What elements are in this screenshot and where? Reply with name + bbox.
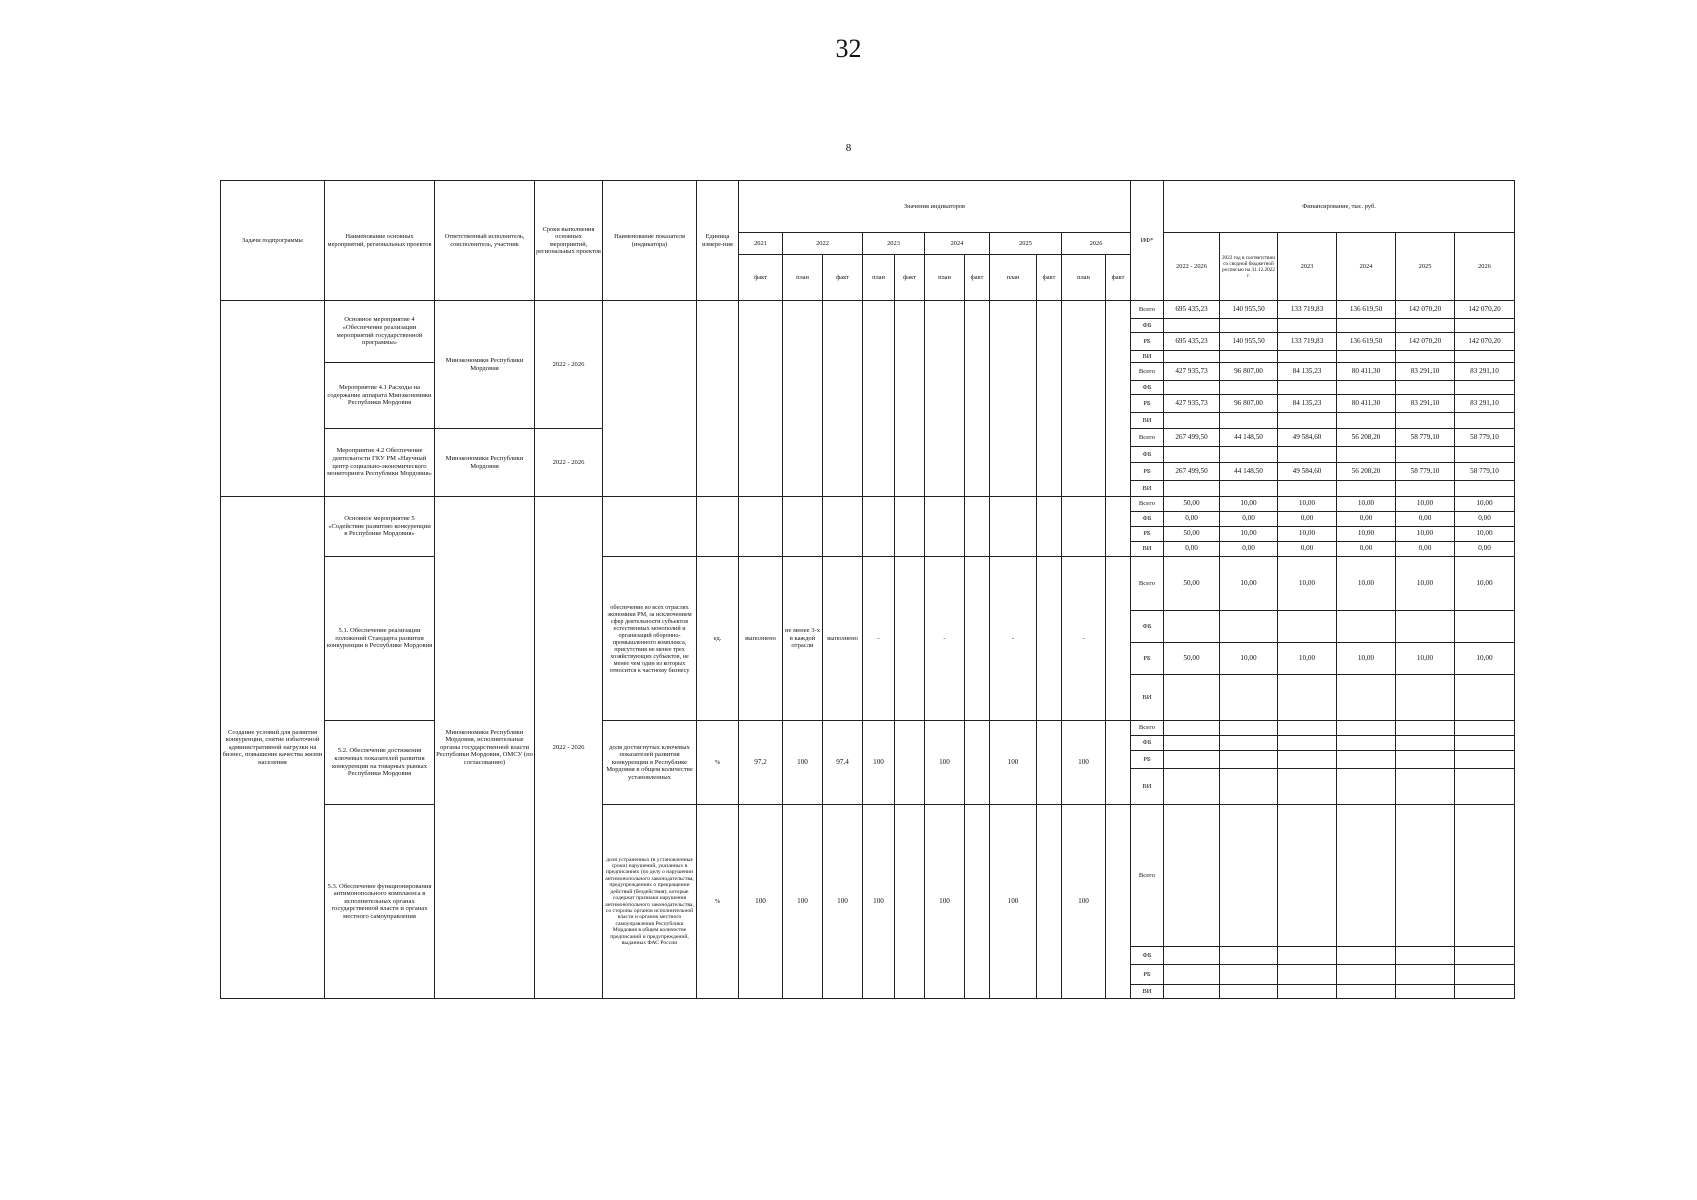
src-fb: ФБ xyxy=(1131,512,1164,527)
activity-4-name: Основное мероприятие 4 «Обеспечение реализации мероприятий государственной программы» xyxy=(325,301,435,363)
a51-2026-plan: - xyxy=(1062,557,1106,721)
a4-rb-c1: 695 435,23 xyxy=(1164,333,1220,351)
a51-2021-fact: выполнено xyxy=(739,557,783,721)
src-fb: ФБ xyxy=(1131,381,1164,395)
src-total: Всего xyxy=(1131,497,1164,512)
a41-total-c3: 84 135,23 xyxy=(1278,363,1337,381)
activity-4-2-term: 2022 - 2026 xyxy=(535,429,603,497)
activity-5-1-name: 5.1. Обеспечение реализации положений Стандарта развития конкуренции в Республике Мордовия xyxy=(325,557,435,721)
a5-rb-c5: 10,00 xyxy=(1396,527,1455,542)
a4-total-c6: 142 070,20 xyxy=(1455,301,1515,319)
a5-vi-c2: 0,00 xyxy=(1220,542,1278,557)
a42-rb-c4: 56 208,20 xyxy=(1337,463,1396,481)
a51-total-c3: 10,00 xyxy=(1278,557,1337,611)
a41-total-c6: 83 291,10 xyxy=(1455,363,1515,381)
src-rb: РБ xyxy=(1131,395,1164,413)
a52-2022-fact: 97,4 xyxy=(823,721,863,805)
a51-rb-c4: 10,00 xyxy=(1337,643,1396,675)
unit-cell-empty xyxy=(697,301,739,497)
indicator-cell-empty xyxy=(603,301,697,497)
a5-fb-c6: 0,00 xyxy=(1455,512,1515,527)
a41-rb-c5: 83 291,10 xyxy=(1396,395,1455,413)
hdr-activity: Наименование основных мероприятий, региональных проектов xyxy=(325,181,435,301)
hdr-fin-2022: 2022 год в соответствии со сводной бюджетной росписью на 31.12.2022 г. xyxy=(1220,233,1278,301)
a4-rb-c6: 142 070,20 xyxy=(1455,333,1515,351)
program-table xyxy=(220,180,1515,999)
src-vi: ВИ xyxy=(1131,413,1164,429)
a5-total-c6: 10,00 xyxy=(1455,497,1515,512)
activity-4-2-executor: Минэкономики Республики Мордовия xyxy=(435,429,535,497)
hdr-fin-total: 2022 - 2026 xyxy=(1164,233,1220,301)
src-fb: ФБ xyxy=(1131,947,1164,965)
hdr-fact: факт xyxy=(1106,255,1131,301)
src-vi: ВИ xyxy=(1131,481,1164,497)
hdr-task: Задачи подпрограммы xyxy=(221,181,325,301)
src-fb: ФБ xyxy=(1131,319,1164,333)
a4-rb-c4: 136 619,50 xyxy=(1337,333,1396,351)
hdr-plan: план xyxy=(925,255,965,301)
a5-fb-c5: 0,00 xyxy=(1396,512,1455,527)
a4-total-c2: 140 955,50 xyxy=(1220,301,1278,319)
hdr-plan: план xyxy=(863,255,895,301)
a41-rb-c3: 84 135,23 xyxy=(1278,395,1337,413)
a51-rb-c6: 10,00 xyxy=(1455,643,1515,675)
src-vi: ВИ xyxy=(1131,985,1164,999)
a42-rb-c6: 58 779,10 xyxy=(1455,463,1515,481)
src-total: Всего xyxy=(1131,557,1164,611)
a5-total-c1: 50,00 xyxy=(1164,497,1220,512)
hdr-fact: факт xyxy=(739,255,783,301)
a42-rb-c3: 49 584,60 xyxy=(1278,463,1337,481)
a51-2024-plan: - xyxy=(925,557,965,721)
a51-rb-c1: 50,00 xyxy=(1164,643,1220,675)
src-total: Всего xyxy=(1131,805,1164,947)
activity-5-1-indicator: обеспечение во всех отраслях экономики РМ, за исключением сфер деятельности субъектов естественных монополий и организаций оборонно-промышленного комплекса, присутствия не менее трех хозяйствующих субъектов, не менее чем один из которых относится к частному бизнесу xyxy=(603,557,697,721)
a5-fb-c3: 0,00 xyxy=(1278,512,1337,527)
a42-total-c4: 56 208,20 xyxy=(1337,429,1396,447)
a5-total-c4: 10,00 xyxy=(1337,497,1396,512)
program-table-wrapper xyxy=(220,180,1515,999)
activity-4-executor: Минэкономики Республики Мордовия xyxy=(435,301,535,429)
hdr-year-2023: 2023 xyxy=(863,233,925,255)
a42-rb-c1: 267 499,50 xyxy=(1164,463,1220,481)
a4-total-c5: 142 070,20 xyxy=(1396,301,1455,319)
a52-2026-plan: 100 xyxy=(1062,721,1106,805)
hdr-plan: план xyxy=(990,255,1037,301)
activity-5-3-indicator: доля устраненных (в установленные сроки) нарушений, указанных в предписаниях (по делу о нарушении антимонопольного законодательства, предупреждениях о прекращении действий (бездействия), которые содержат признаки нарушения антимонопольного законодательства, со стороны органов исполнительной власти и органов местного самоуправления Республики Мордовия в общем количестве предписаний и предупреждений, выданных ФАС России xyxy=(603,805,697,999)
a51-rb-c2: 10,00 xyxy=(1220,643,1278,675)
src-total: Всего xyxy=(1131,301,1164,319)
a42-total-c1: 267 499,50 xyxy=(1164,429,1220,447)
a53-2024-plan: 100 xyxy=(925,805,965,999)
src-vi: ВИ xyxy=(1131,542,1164,557)
hdr-year-2021: 2021 xyxy=(739,233,783,255)
a51-total-c6: 10,00 xyxy=(1455,557,1515,611)
a5-total-c5: 10,00 xyxy=(1396,497,1455,512)
src-fb: ФБ xyxy=(1131,736,1164,751)
a52-2022-plan: 100 xyxy=(783,721,823,805)
hdr-year-2025: 2025 xyxy=(990,233,1062,255)
a5-rb-c6: 10,00 xyxy=(1455,527,1515,542)
a5-vi-c3: 0,00 xyxy=(1278,542,1337,557)
a51-total-c2: 10,00 xyxy=(1220,557,1278,611)
a41-rb-c1: 427 935,73 xyxy=(1164,395,1220,413)
a51-2023-plan: - xyxy=(863,557,895,721)
a53-2023-plan: 100 xyxy=(863,805,895,999)
activity-5-term: 2022 - 2026 xyxy=(535,497,603,999)
a5-vi-c6: 0,00 xyxy=(1455,542,1515,557)
src-rb: РБ xyxy=(1131,527,1164,542)
src-total: Всего xyxy=(1131,363,1164,381)
activity-5-name: Основное мероприятие 5 «Содействие развитию конкуренции в Республике Мордовия» xyxy=(325,497,435,557)
page-number: 32 xyxy=(835,34,862,63)
a52-2021-fact: 97,2 xyxy=(739,721,783,805)
src-fb: ФБ xyxy=(1131,611,1164,643)
a5-rb-c4: 10,00 xyxy=(1337,527,1396,542)
a51-2022-fact: выполнено xyxy=(823,557,863,721)
hdr-fin-2024: 2024 xyxy=(1337,233,1396,301)
a4-total-c1: 695 435,23 xyxy=(1164,301,1220,319)
a4-rb-c3: 133 719,83 xyxy=(1278,333,1337,351)
a5-fb-c2: 0,00 xyxy=(1220,512,1278,527)
a5-rb-c2: 10,00 xyxy=(1220,527,1278,542)
a51-total-c5: 10,00 xyxy=(1396,557,1455,611)
sheet-number: 8 xyxy=(845,142,852,154)
src-rb: РБ xyxy=(1131,463,1164,481)
a41-rb-c4: 80 411,30 xyxy=(1337,395,1396,413)
activity-4-term: 2022 - 2026 xyxy=(535,301,603,429)
hdr-fact: факт xyxy=(895,255,925,301)
a52-2025-plan: 100 xyxy=(990,721,1037,805)
a5-total-c3: 10,00 xyxy=(1278,497,1337,512)
task-5-name: Создание условий для развития конкуренции, снятие избыточной административной нагрузки на бизнес, повышение качества жизни населения xyxy=(221,497,325,999)
a42-total-c5: 58 779,10 xyxy=(1396,429,1455,447)
a5-rb-c1: 50,00 xyxy=(1164,527,1220,542)
src-rb: РБ xyxy=(1131,965,1164,985)
src-fb: ФБ xyxy=(1131,447,1164,463)
a51-2022-plan: не менее 3-х в каждой отрасли xyxy=(783,557,823,721)
a51-total-c1: 50,00 xyxy=(1164,557,1220,611)
a5-vi-c1: 0,00 xyxy=(1164,542,1220,557)
a42-total-c6: 58 779,10 xyxy=(1455,429,1515,447)
activity-4-1-name: Мероприятие 4.1 Расходы на содержание аппарата Минэкономики Республики Мордовия xyxy=(325,363,435,429)
hdr-source: ИФ* xyxy=(1131,181,1164,301)
a5-vi-c5: 0,00 xyxy=(1396,542,1455,557)
hdr-fact: факт xyxy=(1037,255,1062,301)
hdr-year-2026: 2026 xyxy=(1062,233,1131,255)
hdr-fin-2023: 2023 xyxy=(1278,233,1337,301)
a41-total-c5: 83 291,10 xyxy=(1396,363,1455,381)
a41-total-c4: 80 411,30 xyxy=(1337,363,1396,381)
a4-rb-c2: 140 955,50 xyxy=(1220,333,1278,351)
activity-5-2-name: 5.2. Обеспечение достижения ключевых показателей развития конкуренции на товарных рынках Республики Мордовия xyxy=(325,721,435,805)
hdr-unit: Единица измере-ния xyxy=(697,181,739,301)
a51-2025-plan: - xyxy=(990,557,1037,721)
a5-fb-c4: 0,00 xyxy=(1337,512,1396,527)
a42-total-c3: 49 584,60 xyxy=(1278,429,1337,447)
activity-5-3-unit: % xyxy=(697,805,739,999)
hdr-fin-2026: 2026 xyxy=(1455,233,1515,301)
hdr-indicator-values: Значения индикаторов xyxy=(739,181,1131,233)
a51-rb-c5: 10,00 xyxy=(1396,643,1455,675)
a41-rb-c6: 83 291,10 xyxy=(1455,395,1515,413)
src-total: Всего xyxy=(1131,429,1164,447)
a53-2021-fact: 100 xyxy=(739,805,783,999)
hdr-executor: Ответственный исполнитель, соисполнитель, участник xyxy=(435,181,535,301)
src-total: Всего xyxy=(1131,721,1164,736)
hdr-deadline: Сроки выполнения основных мероприятий, региональных проектов xyxy=(535,181,603,301)
src-vi: ВИ xyxy=(1131,675,1164,721)
a51-rb-c3: 10,00 xyxy=(1278,643,1337,675)
activity-5-2-unit: % xyxy=(697,721,739,805)
src-rb: РБ xyxy=(1131,333,1164,351)
activity-5-3-name: 5.3. Обеспечение функционирования антимонопольного комплаенса в исполнительных органах государственной власти и органах местного самоуправления xyxy=(325,805,435,999)
hdr-indicator: Наименование показателя (индикатора) xyxy=(603,181,697,301)
a53-2022-fact: 100 xyxy=(823,805,863,999)
a42-rb-c5: 58 779,10 xyxy=(1396,463,1455,481)
activity-5-1-unit: ед. xyxy=(697,557,739,721)
hdr-financing: Финансирование, тыс. руб. xyxy=(1164,181,1515,233)
a53-2026-plan: 100 xyxy=(1062,805,1106,999)
a51-total-c4: 10,00 xyxy=(1337,557,1396,611)
activity-5-2-indicator: доля достигнутых ключевых показателей развития конкуренции в Республике Мордовия в общем количестве установленных xyxy=(603,721,697,805)
hdr-plan: план xyxy=(783,255,823,301)
activity-4-2-name: Мероприятие 4.2 Обеспечение деятельности ГКУ РМ «Научный центр социально-экономического мониторинга Республики Мордовия» xyxy=(325,429,435,497)
hdr-fact: факт xyxy=(823,255,863,301)
a5-fb-c1: 0,00 xyxy=(1164,512,1220,527)
src-vi: ВИ xyxy=(1131,351,1164,363)
a41-rb-c2: 96 807,00 xyxy=(1220,395,1278,413)
hdr-fact: факт xyxy=(965,255,990,301)
hdr-year-2022: 2022 xyxy=(783,233,863,255)
hdr-year-2024: 2024 xyxy=(925,233,990,255)
a42-total-c2: 44 148,50 xyxy=(1220,429,1278,447)
a5-vi-c4: 0,00 xyxy=(1337,542,1396,557)
a52-2024-plan: 100 xyxy=(925,721,965,805)
task-cell-empty xyxy=(221,301,325,497)
a41-total-c2: 96 807,00 xyxy=(1220,363,1278,381)
a42-rb-c2: 44 148,50 xyxy=(1220,463,1278,481)
src-vi: ВИ xyxy=(1131,769,1164,805)
a53-2022-plan: 100 xyxy=(783,805,823,999)
a52-2023-plan: 100 xyxy=(863,721,895,805)
a5-rb-c3: 10,00 xyxy=(1278,527,1337,542)
a53-2025-plan: 100 xyxy=(990,805,1037,999)
src-rb: РБ xyxy=(1131,751,1164,769)
src-rb: РБ xyxy=(1131,643,1164,675)
hdr-plan: план xyxy=(1062,255,1106,301)
hdr-fin-2025: 2025 xyxy=(1396,233,1455,301)
a4-rb-c5: 142 070,20 xyxy=(1396,333,1455,351)
a4-total-c4: 136 619,50 xyxy=(1337,301,1396,319)
a5-total-c2: 10,00 xyxy=(1220,497,1278,512)
a41-total-c1: 427 935,73 xyxy=(1164,363,1220,381)
a4-total-c3: 133 719,83 xyxy=(1278,301,1337,319)
activity-5-executor: Минэкономики Республики Мордовия, исполнительные органы государственной власти Республики Мордовия, ОМСУ (по согласованию) xyxy=(435,497,535,999)
